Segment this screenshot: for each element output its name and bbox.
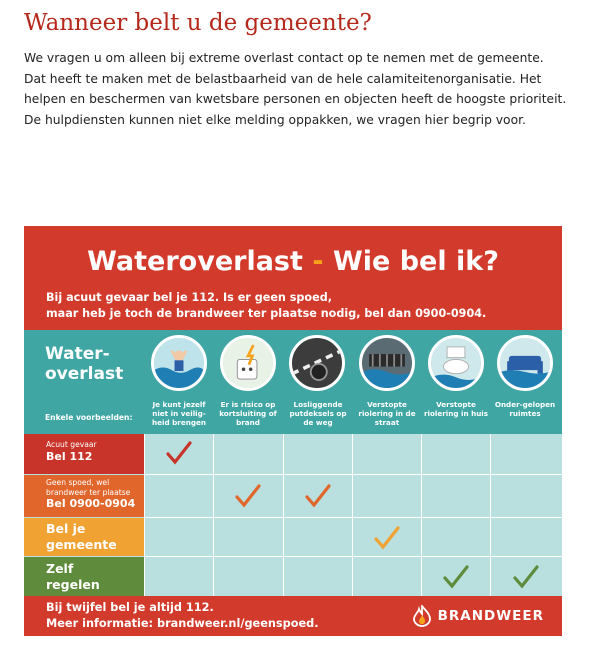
street-drain-icon [359,335,415,391]
title-dash: - [312,246,324,277]
checkmark-icon [304,483,332,509]
water-overlast-heading [45,344,123,384]
row-label [24,434,144,474]
row-zelf-regelen [24,557,562,596]
wateroverlast-infographic [24,226,562,636]
row-label [24,475,144,517]
checkmark-icon [234,483,262,509]
subtitle-text: Bij acuut gevaar bel je [46,291,192,304]
intro-paragraph: We vragen u om alleen bij extreme overlast contact op te nemen met de gemeente. Dat heeft te maken met de belastbaarheid van de hele calamiteitenorganisatie. Het helpen en beschermen van kwetsbare personen en objecten heeft de hoogste prioriteit. De hulpdiensten kunnen niet elke melding oppakken, we vragen hier begrip voor. [24,51,567,127]
title-part-2: Wie bel ik? [332,246,499,277]
row-label-line-2: gemeente [46,537,117,552]
infographic-title [24,246,562,277]
decision-grid [24,434,562,596]
row-label-strong: Bel 0900-0904 [46,497,136,510]
row-label-strong: Bel 112 [46,449,93,463]
examples-label: Enkele voorbeelden: [45,413,133,422]
row-label-small: Geen spoed, wel brandweer ter plaatse [46,478,131,497]
number-112: 112 [191,291,215,304]
column-label: Er is risico op kortsluiting of brand [219,400,277,427]
row-acuut-gevaar [24,434,562,474]
checkmark-icon [442,564,470,590]
infographic-subtitle [46,290,546,322]
column-label: Losliggende putdeksels op de weg [289,400,347,427]
row-label-line-2: regelen [46,577,100,592]
subtitle-text: . Is er geen spoed, [214,291,332,304]
flooded-sofa-icon [497,335,553,391]
drowning-person-icon [151,335,207,391]
row-geen-spoed [24,475,562,517]
footer-line-2: Meer informatie: brandweer.nl/geenspoed. [46,617,319,630]
subtitle-text: maar heb je toch de brandweer ter plaatse nodig, bel dan [46,307,416,320]
heading-line-2: overlast [45,364,124,384]
column-label: Verstopte riolering in huis [423,400,489,418]
row-label [24,557,144,596]
checkmark-icon [165,440,193,466]
page-title: Wanneer belt u de gemeente? [24,10,372,36]
column-label: Verstopte riolering in de straat [358,400,416,427]
heading-line-1: Water- [45,344,110,364]
row-gemeente [24,518,562,556]
number-0900: 0900-0904 [415,307,483,320]
column-label: Je kunt jezelf niet in veilig-heid brengen [152,400,206,427]
title-part-1: Wateroverlast [87,246,303,277]
checkmark-icon [373,525,401,551]
electric-socket-icon [220,335,276,391]
row-label-line-1: Bel je [46,521,86,536]
checkmark-icon [512,564,540,590]
footer-line-1: Bij twijfel bel je altijd 112. [46,601,214,614]
brand-name: BRANDWEER [437,608,544,624]
toilet-icon [428,335,484,391]
subtitle-text: . [482,307,487,320]
column-label: Onder-gelopen ruimtes [494,400,556,418]
row-label-small: Acuut gevaar [46,440,97,449]
flame-icon [412,605,432,627]
row-label [24,518,144,556]
row-label-line-1: Zelf [46,561,74,576]
manhole-cover-icon [289,335,345,391]
infographic-footer [46,600,319,632]
brandweer-logo [412,604,544,628]
